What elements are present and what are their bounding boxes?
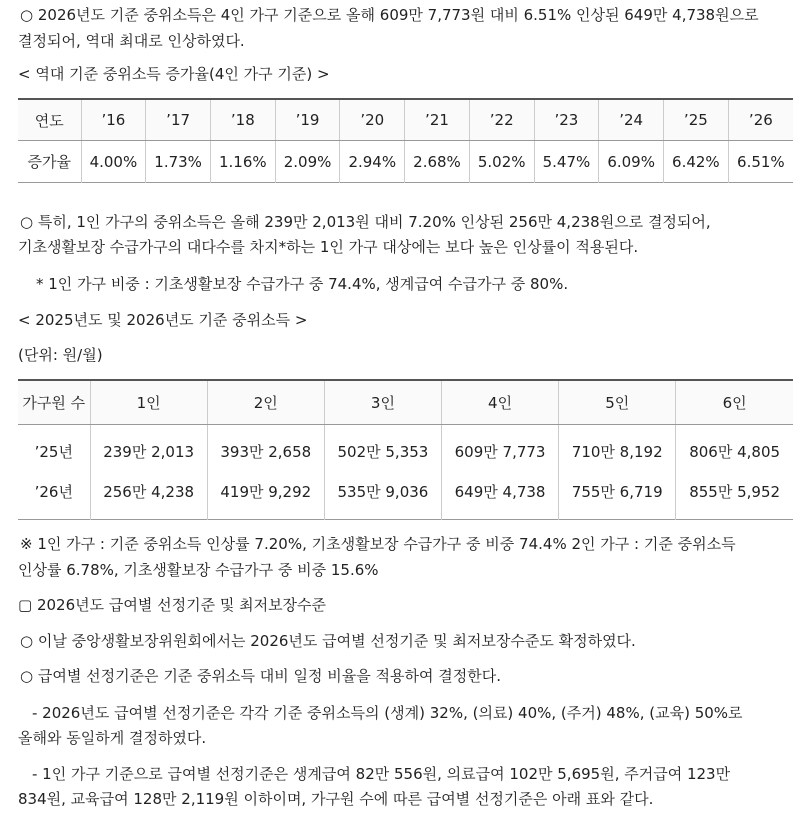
rate-row-label: 증가율 <box>27 153 71 171</box>
year-cell: ’17 <box>146 99 211 141</box>
year-cell: ’23 <box>534 99 599 141</box>
growth-rate-table <box>18 98 793 183</box>
section-p2: ○ 급여별 선정기준은 기준 중위소득 대비 일정 비율을 적용하여 결정한다. <box>20 667 501 685</box>
table2-caption: < 2025년도 및 2026년도 기준 중위소득 > <box>18 311 308 329</box>
para2-line2: 기초생활보장 수급가구의 대다수를 차지*하는 1인 가구 대상에는 보다 높은 인상률이 적용된다. <box>18 238 639 256</box>
rate-cell: 2.94% <box>340 141 405 183</box>
para1-line1: ○ 2026년도 기준 중위소득은 4인 가구 기준으로 올해 609만 7,773원 대비 6.51% 인상된 649만 4,738원으로 <box>20 6 759 24</box>
para3-line2: 인상률 6.78%, 기초생활보장 수급가구 중 비중 15.6% <box>18 561 379 579</box>
rate-cell: 4.00% <box>81 141 146 183</box>
income-cell: 535만 9,036 <box>324 471 441 520</box>
income-cell: 609만 7,773 <box>442 425 559 472</box>
section-p3-line2: 올해와 동일하게 결정하였다. <box>18 729 207 747</box>
year-row-label: ’25년 <box>34 442 73 461</box>
rate-cell: 6.09% <box>599 141 664 183</box>
income-cell: 239만 2,013 <box>90 425 207 472</box>
year-cell: ’20 <box>340 99 405 141</box>
para2-note: * 1인 가구 비중 : 기초생활보장 수급가구 중 74.4%, 생계급여 수급가구 중 80%. <box>36 275 569 293</box>
household-size-column: 5인 <box>559 380 676 425</box>
income-cell: 806만 4,805 <box>676 425 793 472</box>
year-row-label: ’26년 <box>34 482 73 501</box>
year-cell: ’24 <box>599 99 664 141</box>
year-cell: ’18 <box>210 99 275 141</box>
year-cell: ’21 <box>405 99 470 141</box>
income-cell: 256만 4,238 <box>90 471 207 520</box>
household-size-column: 3인 <box>324 380 441 425</box>
table-row <box>18 471 793 520</box>
section-p4-line1: - 1인 가구 기준으로 급여별 선정기준은 생계급여 82만 556원, 의료급여 102만 5,695원, 주거급여 123만 <box>32 765 731 783</box>
household-size-column: 2인 <box>207 380 324 425</box>
year-cell: ’26 <box>728 99 793 141</box>
year-header-label: 연도 <box>18 99 81 141</box>
rate-cell: 5.47% <box>534 141 599 183</box>
para2-line1: ○ 특히, 1인 가구의 중위소득은 올해 239만 2,013원 대비 7.20% 인상된 256만 4,238원으로 결정되어, <box>20 213 711 231</box>
year-cell: ’25 <box>664 99 729 141</box>
rate-cell: 1.16% <box>210 141 275 183</box>
growth-rate-row <box>18 141 793 183</box>
income-cell: 710만 8,192 <box>559 425 676 472</box>
income-cell: 855만 5,952 <box>676 471 793 520</box>
year-cell: ’16 <box>81 99 146 141</box>
household-size-header: 가구원 수 <box>18 380 90 425</box>
income-cell: 502만 5,353 <box>324 425 441 472</box>
household-size-column: 4인 <box>442 380 559 425</box>
income-cell: 755만 6,719 <box>559 471 676 520</box>
section-p3-line1: - 2026년도 급여별 선정기준은 각각 기준 중위소득의 (생계) 32%, (의료) 40%, (주거) 48%, (교육) 50%로 <box>32 704 743 722</box>
para3-line1: ※ 1인 가구 : 기준 중위소득 인상률 7.20%, 기초생활보장 수급가구 중 비중 74.4% 2인 가구 : 기준 중위소득 <box>20 535 736 553</box>
section-p4-line2: 834원, 교육급여 128만 2,119원 이하이며, 가구원 수에 따른 급여별 선정기준은 아래 표와 같다. <box>18 790 654 808</box>
rate-cell: 6.51% <box>728 141 793 183</box>
rate-cell: 2.68% <box>405 141 470 183</box>
year-cell: ’22 <box>469 99 534 141</box>
growth-rate-header-row <box>18 99 793 141</box>
median-income-table <box>18 379 793 520</box>
para1-line2: 결정되어, 역대 최대로 인상하였다. <box>18 32 245 50</box>
household-size-column: 6인 <box>676 380 793 425</box>
table2-unit: (단위: 원/월) <box>18 346 103 364</box>
median-income-header-row <box>18 380 793 425</box>
year-cell: ’19 <box>275 99 340 141</box>
rate-cell: 1.73% <box>146 141 211 183</box>
income-cell: 393만 2,658 <box>207 425 324 472</box>
section-p1: ○ 이날 중앙생활보장위원회에서는 2026년도 급여별 선정기준 및 최저보장수준도 확정하였다. <box>20 632 636 650</box>
table-row <box>18 425 793 472</box>
income-cell: 419만 9,292 <box>207 471 324 520</box>
income-cell: 649만 4,738 <box>442 471 559 520</box>
household-size-column: 1인 <box>90 380 207 425</box>
rate-cell: 5.02% <box>469 141 534 183</box>
rate-cell: 2.09% <box>275 141 340 183</box>
rate-cell: 6.42% <box>664 141 729 183</box>
table1-caption: < 역대 기준 중위소득 증가율(4인 가구 기준) > <box>18 65 330 83</box>
section-heading: ▢ 2026년도 급여별 선정기준 및 최저보장수준 <box>18 596 327 614</box>
